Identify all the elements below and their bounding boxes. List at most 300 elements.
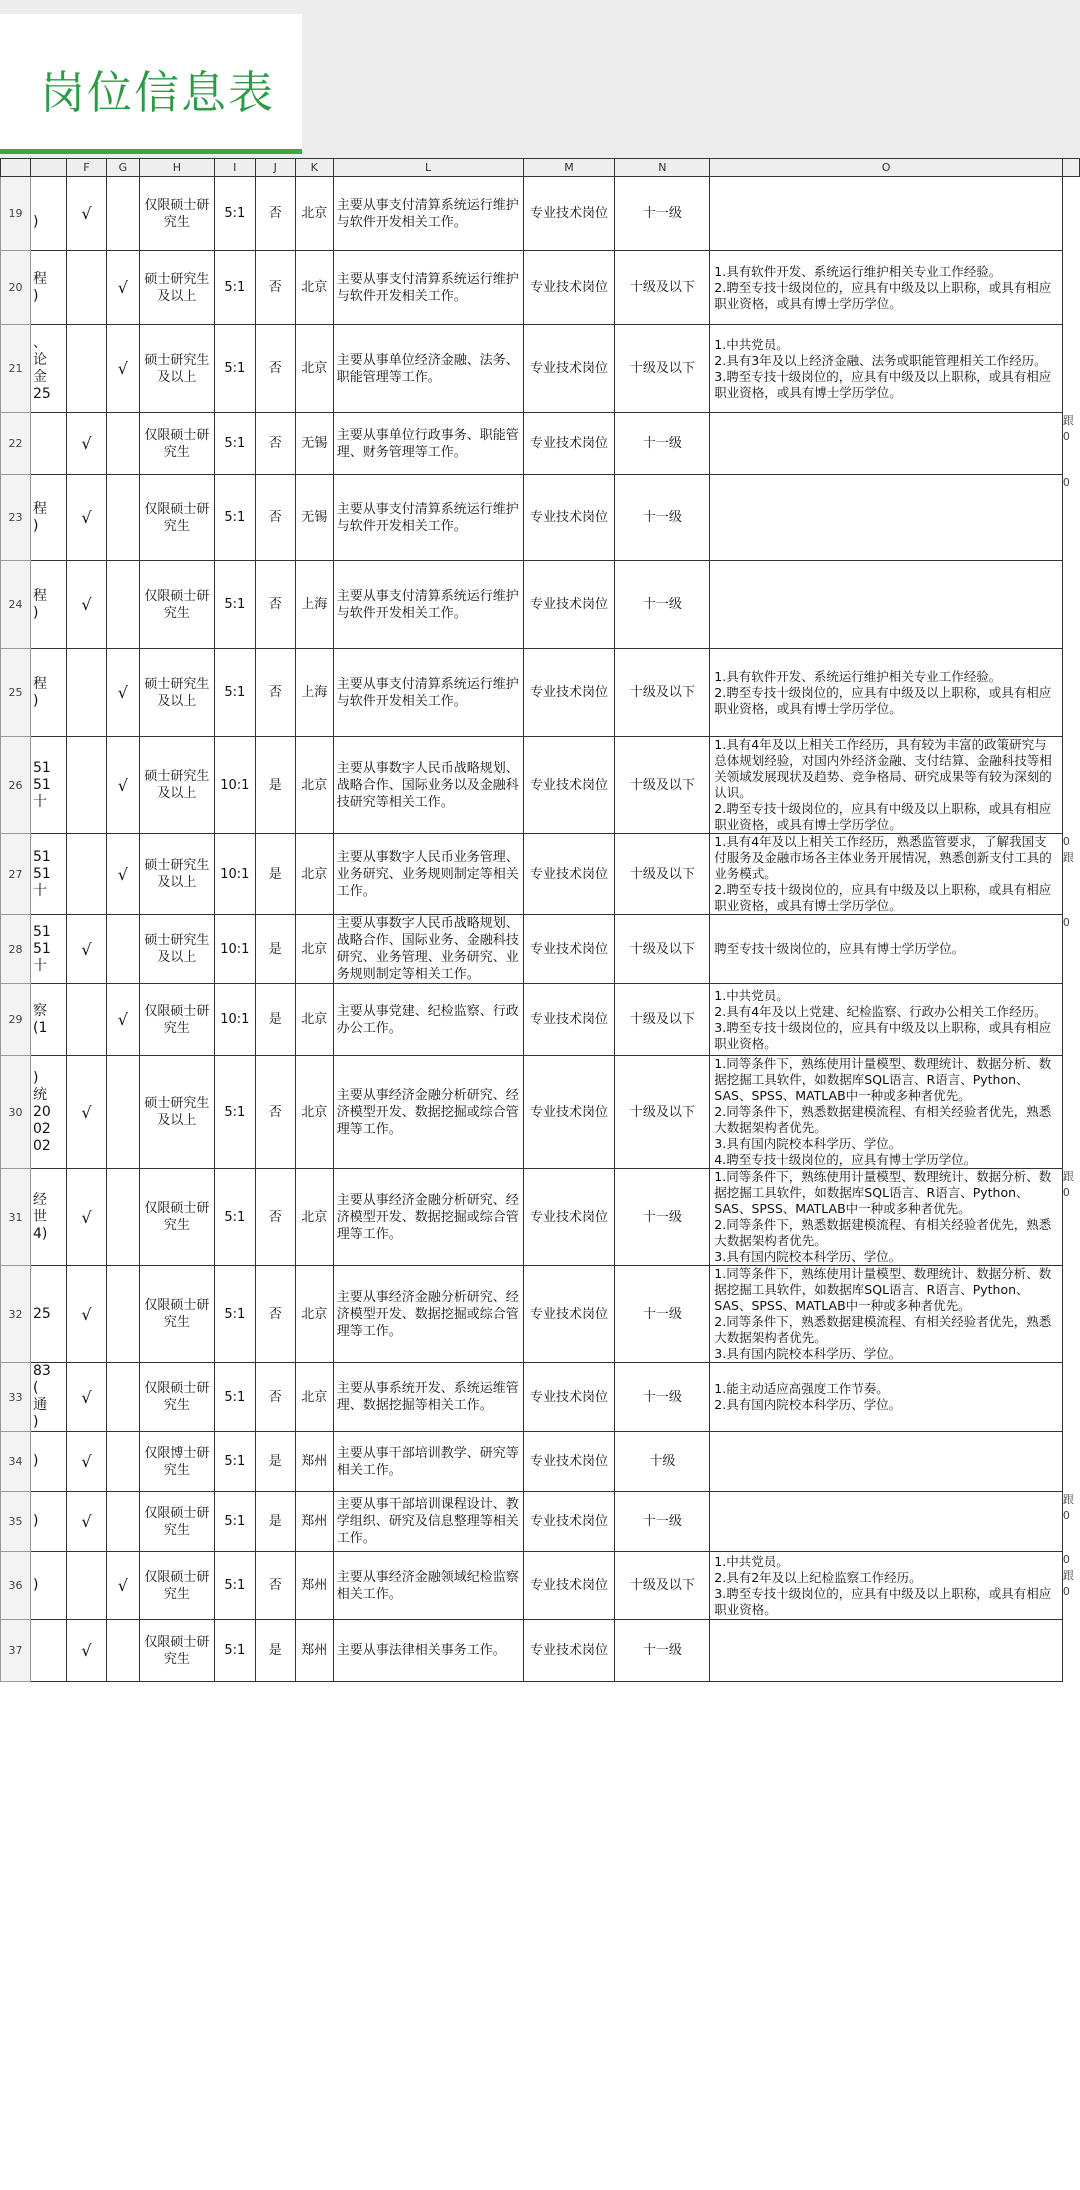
cell-level[interactable]: 十级及以下	[615, 915, 710, 984]
cell-requirements[interactable]	[710, 1266, 1063, 1363]
row-number[interactable]: 21	[1, 325, 31, 413]
cell-city[interactable]: 郑州	[295, 1432, 333, 1492]
cell-g-check[interactable]	[106, 1432, 139, 1492]
cell-duty[interactable]: 主要从事支付清算系统运行维护与软件开发相关工作。	[333, 475, 523, 561]
row-number[interactable]: 31	[1, 1169, 31, 1266]
cell-level[interactable]: 十级及以下	[615, 251, 710, 325]
cell-level[interactable]: 十一级	[615, 561, 710, 649]
cell-partial[interactable]: 51 51 十	[30, 737, 66, 834]
cell-level[interactable]: 十一级	[615, 177, 710, 251]
cell-flag[interactable]: 否	[255, 561, 295, 649]
cell-type[interactable]: 专业技术岗位	[523, 1552, 615, 1620]
cell-f-check[interactable]: √	[66, 1056, 106, 1169]
cell-type[interactable]: 专业技术岗位	[523, 1492, 615, 1552]
row-number[interactable]: 36	[1, 1552, 31, 1620]
cell-g-check[interactable]	[106, 1169, 139, 1266]
cell-g-check[interactable]: √	[106, 325, 139, 413]
cell-next-column	[1062, 325, 1079, 413]
cell-requirements[interactable]	[710, 475, 1063, 561]
cell-ratio[interactable]: 5:1	[214, 1620, 255, 1682]
cell-ratio[interactable]: 5:1	[214, 251, 255, 325]
cell-duty[interactable]: 主要从事数字人民币战略规划、战略合作、国际业务、金融科技研究、业务管理、业务研究、业务规则制定等相关工作。	[333, 915, 523, 984]
cell-type[interactable]: 专业技术岗位	[523, 1363, 615, 1432]
cell-type[interactable]: 专业技术岗位	[523, 177, 615, 251]
cell-g-check[interactable]	[106, 1056, 139, 1169]
requirement-line: 3.具有国内院校本科学历、学位。	[714, 1249, 902, 1264]
requirement-line: 4.聘至专技十级岗位的，应具有博士学历学位。	[714, 1152, 977, 1167]
row-number[interactable]: 25	[1, 649, 31, 737]
cell-level[interactable]: 十级及以下	[615, 325, 710, 413]
requirement-line: 1.中共党员。	[714, 1553, 789, 1569]
cell-type[interactable]: 专业技术岗位	[523, 915, 615, 984]
cell-requirements[interactable]	[710, 413, 1063, 475]
column-header-f[interactable]: F	[66, 159, 106, 177]
cell-requirements[interactable]	[710, 649, 1063, 737]
cell-city[interactable]: 北京	[295, 1056, 333, 1169]
cell-degree[interactable]: 硕士研究生及以上	[139, 915, 214, 984]
cell-flag[interactable]: 否	[255, 1266, 295, 1363]
requirement-line: 3.聘至专技十级岗位的，应具有中级及以上职称，或具有相应职业资格。	[714, 1019, 1052, 1051]
requirement-line: 1.能主动适应高强度工作节奏。	[714, 1381, 889, 1396]
page-title: 岗位信息表	[40, 66, 276, 119]
table-row	[1, 1432, 1080, 1492]
requirement-line: 2.聘至专技十级岗位的，应具有中级及以上职称，或具有相应职业资格，或具有博士学历学位。	[714, 684, 1052, 716]
cell-level[interactable]: 十级	[615, 1432, 710, 1492]
requirement-line: 2.同等条件下，熟悉数据建模流程、有相关经验者优先，熟悉大数据架构者优先。	[714, 1217, 1052, 1248]
table-row	[1, 915, 1080, 984]
cell-g-check[interactable]	[106, 1266, 139, 1363]
cell-degree[interactable]: 仅限硕士研究生	[139, 475, 214, 561]
cell-type[interactable]: 专业技术岗位	[523, 1432, 615, 1492]
requirement-line: 2.具有4年及以上党建、纪检监察、行政办公相关工作经历。	[714, 1003, 1047, 1019]
cell-duty[interactable]: 主要从事经济金融分析研究、经济模型开发、数据挖掘或综合管理等工作。	[333, 1056, 523, 1169]
row-number[interactable]: 32	[1, 1266, 31, 1363]
cell-city[interactable]: 北京	[295, 177, 333, 251]
cell-f-check[interactable]	[66, 737, 106, 834]
requirement-line: 2.聘至专技十级岗位的，应具有中级及以上职称，或具有相应职业资格，或具有博士学历学位。	[714, 279, 1052, 311]
cell-city[interactable]: 郑州	[295, 1620, 333, 1682]
cell-degree[interactable]: 硕士研究生及以上	[139, 834, 214, 915]
cell-next-column	[1062, 1620, 1079, 1682]
cell-requirements[interactable]	[710, 1056, 1063, 1169]
cell-type[interactable]: 专业技术岗位	[523, 649, 615, 737]
table-row	[1, 325, 1080, 413]
row-number[interactable]: 29	[1, 984, 31, 1056]
cell-level[interactable]: 十一级	[615, 1492, 710, 1552]
cell-ratio[interactable]: 5:1	[214, 1363, 255, 1432]
cell-f-check[interactable]: √	[66, 1620, 106, 1682]
requirement-line: 3.具有国内院校本科学历、学位。	[714, 1136, 902, 1151]
cell-f-check[interactable]: √	[66, 1492, 106, 1552]
cell-next-column	[1062, 251, 1079, 325]
cell-type[interactable]: 专业技术岗位	[523, 834, 615, 915]
cell-ratio[interactable]: 5:1	[214, 1266, 255, 1363]
cell-f-check[interactable]: √	[66, 915, 106, 984]
table-row	[1, 1363, 1080, 1432]
cell-ratio[interactable]: 5:1	[214, 649, 255, 737]
row-number[interactable]: 22	[1, 413, 31, 475]
cell-next-column: 跟 0	[1062, 413, 1079, 475]
cell-f-check[interactable]	[66, 984, 106, 1056]
row-number[interactable]: 20	[1, 251, 31, 325]
requirement-line: 2.聘至专技十级岗位的，应具有中级及以上职称，或具有相应职业资格，或具有博士学历学位。	[714, 801, 1052, 832]
cell-g-check[interactable]: √	[106, 737, 139, 834]
row-number[interactable]: 30	[1, 1056, 31, 1169]
cell-city[interactable]: 北京	[295, 834, 333, 915]
cell-duty[interactable]: 主要从事支付清算系统运行维护与软件开发相关工作。	[333, 649, 523, 737]
cell-flag[interactable]: 否	[255, 1552, 295, 1620]
cell-f-check[interactable]: √	[66, 413, 106, 475]
row-number[interactable]: 26	[1, 737, 31, 834]
cell-requirements[interactable]	[710, 1363, 1063, 1432]
table-row	[1, 1492, 1080, 1552]
row-number[interactable]: 28	[1, 915, 31, 984]
cell-g-check[interactable]: √	[106, 251, 139, 325]
cell-type[interactable]: 专业技术岗位	[523, 1620, 615, 1682]
requirement-line: 2.具有国内院校本科学历、学位。	[714, 1397, 902, 1412]
cell-flag[interactable]: 否	[255, 1169, 295, 1266]
cell-requirements[interactable]	[710, 1492, 1063, 1552]
cell-degree[interactable]: 仅限硕士研究生	[139, 561, 214, 649]
cell-requirements[interactable]	[710, 251, 1063, 325]
cell-partial[interactable]: )	[30, 177, 66, 251]
cell-flag[interactable]: 否	[255, 325, 295, 413]
cell-duty[interactable]: 主要从事数字人民币战略规划、战略合作、国际业务以及金融科技研究等相关工作。	[333, 737, 523, 834]
cell-requirements[interactable]	[710, 915, 1063, 984]
cell-partial[interactable]	[30, 1620, 66, 1682]
cell-degree[interactable]: 仅限博士研究生	[139, 1432, 214, 1492]
sheet-header-band	[0, 0, 1080, 158]
cell-degree[interactable]: 仅限硕士研究生	[139, 1169, 214, 1266]
cell-duty[interactable]: 主要从事单位行政事务、职能管理、财务管理等工作。	[333, 413, 523, 475]
cell-type[interactable]: 专业技术岗位	[523, 1169, 615, 1266]
cell-next-column	[1062, 561, 1079, 649]
cell-g-check[interactable]	[106, 561, 139, 649]
cell-next-column: 0 跟	[1062, 834, 1079, 915]
cell-flag[interactable]: 是	[255, 1432, 295, 1492]
cell-ratio[interactable]: 10:1	[214, 984, 255, 1056]
cell-f-check[interactable]	[66, 251, 106, 325]
cell-level[interactable]: 十级及以下	[615, 984, 710, 1056]
cell-flag[interactable]: 是	[255, 737, 295, 834]
cell-duty[interactable]: 主要从事数字人民币业务管理、业务研究、业务规则制定等相关工作。	[333, 834, 523, 915]
title-tab[interactable]	[0, 14, 302, 154]
table-row	[1, 1056, 1080, 1169]
cell-partial[interactable]: )	[30, 1432, 66, 1492]
requirement-line: 2.聘至专技十级岗位的，应具有中级及以上职称，或具有相应职业资格，或具有博士学历学位。	[714, 882, 1052, 913]
row-number[interactable]: 24	[1, 561, 31, 649]
cell-g-check[interactable]	[106, 475, 139, 561]
cell-flag[interactable]: 否	[255, 1056, 295, 1169]
cell-f-check[interactable]	[66, 1552, 106, 1620]
column-header-next[interactable]	[1062, 159, 1079, 177]
cell-type[interactable]: 专业技术岗位	[523, 737, 615, 834]
cell-flag[interactable]: 是	[255, 1492, 295, 1552]
cell-ratio[interactable]: 5:1	[214, 561, 255, 649]
cell-requirements[interactable]	[710, 1620, 1063, 1682]
cell-flag[interactable]: 是	[255, 984, 295, 1056]
cell-flag[interactable]: 否	[255, 475, 295, 561]
cell-degree[interactable]: 硕士研究生及以上	[139, 325, 214, 413]
cell-ratio[interactable]: 10:1	[214, 915, 255, 984]
column-header-l[interactable]: L	[333, 159, 523, 177]
cell-type[interactable]: 专业技术岗位	[523, 1056, 615, 1169]
position-table	[0, 158, 1080, 1682]
cell-city[interactable]: 上海	[295, 649, 333, 737]
cell-duty[interactable]: 主要从事单位经济金融、法务、职能管理等工作。	[333, 325, 523, 413]
corner-cell	[1, 159, 31, 177]
cell-level[interactable]: 十一级	[615, 1266, 710, 1363]
cell-ratio[interactable]: 5:1	[214, 1169, 255, 1266]
cell-flag[interactable]: 否	[255, 177, 295, 251]
cell-partial[interactable]: )	[30, 1492, 66, 1552]
cell-level[interactable]: 十级及以下	[615, 649, 710, 737]
cell-city[interactable]: 北京	[295, 1169, 333, 1266]
column-header-g[interactable]: G	[106, 159, 139, 177]
cell-requirements[interactable]	[710, 177, 1063, 251]
cell-requirements[interactable]	[710, 325, 1063, 413]
cell-g-check[interactable]	[106, 1620, 139, 1682]
table-row	[1, 649, 1080, 737]
column-header-o[interactable]: O	[710, 159, 1063, 177]
cell-level[interactable]: 十一级	[615, 475, 710, 561]
cell-degree[interactable]: 仅限硕士研究生	[139, 984, 214, 1056]
cell-flag[interactable]: 否	[255, 251, 295, 325]
cell-partial[interactable]: 51 51 十	[30, 834, 66, 915]
cell-partial[interactable]: 经 世 4)	[30, 1169, 66, 1266]
cell-duty[interactable]: 主要从事干部培训课程设计、教学组织、研究及信息整理等相关工作。	[333, 1492, 523, 1552]
cell-partial[interactable]: 51 51 十	[30, 915, 66, 984]
cell-duty[interactable]: 主要从事支付清算系统运行维护与软件开发相关工作。	[333, 561, 523, 649]
cell-requirements[interactable]	[710, 1169, 1063, 1266]
cell-requirements[interactable]	[710, 561, 1063, 649]
cell-level[interactable]: 十一级	[615, 1620, 710, 1682]
cell-ratio[interactable]: 10:1	[214, 834, 255, 915]
cell-g-check[interactable]: √	[106, 834, 139, 915]
requirement-line: 聘至专技十级岗位的，应具有博士学历学位。	[714, 941, 965, 956]
column-header-i[interactable]: I	[214, 159, 255, 177]
cell-ratio[interactable]: 5:1	[214, 1056, 255, 1169]
cell-next-column	[1062, 1432, 1079, 1492]
row-number[interactable]: 35	[1, 1492, 31, 1552]
cell-requirements[interactable]	[710, 1432, 1063, 1492]
cell-partial[interactable]: 25	[30, 1266, 66, 1363]
cell-g-check[interactable]: √	[106, 984, 139, 1056]
cell-level[interactable]: 十级及以下	[615, 1552, 710, 1620]
cell-ratio[interactable]: 5:1	[214, 325, 255, 413]
cell-city[interactable]: 北京	[295, 1266, 333, 1363]
cell-duty[interactable]: 主要从事系统开发、系统运维管理、数据挖掘等相关工作。	[333, 1363, 523, 1432]
cell-partial[interactable]: 程 )	[30, 475, 66, 561]
cell-city[interactable]: 北京	[295, 251, 333, 325]
cell-g-check[interactable]	[106, 1363, 139, 1432]
cell-partial[interactable]	[30, 413, 66, 475]
table-row	[1, 1620, 1080, 1682]
requirement-line: 1.中共党员。	[714, 987, 789, 1003]
cell-flag[interactable]: 否	[255, 413, 295, 475]
cell-f-check[interactable]	[66, 834, 106, 915]
cell-next-column	[1062, 649, 1079, 737]
cell-level[interactable]: 十级及以下	[615, 1056, 710, 1169]
cell-level[interactable]: 十一级	[615, 1169, 710, 1266]
cell-level[interactable]: 十级及以下	[615, 737, 710, 834]
table-row	[1, 737, 1080, 834]
cell-degree[interactable]: 仅限硕士研究生	[139, 1363, 214, 1432]
row-number[interactable]: 19	[1, 177, 31, 251]
table-row	[1, 413, 1080, 475]
cell-type[interactable]: 专业技术岗位	[523, 251, 615, 325]
cell-duty[interactable]: 主要从事支付清算系统运行维护与软件开发相关工作。	[333, 177, 523, 251]
cell-degree[interactable]: 仅限硕士研究生	[139, 177, 214, 251]
cell-requirements[interactable]	[710, 737, 1063, 834]
table-row	[1, 475, 1080, 561]
cell-f-check[interactable]: √	[66, 475, 106, 561]
cell-ratio[interactable]: 10:1	[214, 737, 255, 834]
cell-partial[interactable]: 察 (1	[30, 984, 66, 1056]
cell-degree[interactable]: 硕士研究生及以上	[139, 1056, 214, 1169]
cell-flag[interactable]: 否	[255, 649, 295, 737]
cell-f-check[interactable]: √	[66, 1363, 106, 1432]
cell-duty[interactable]: 主要从事党建、纪检监察、行政办公工作。	[333, 984, 523, 1056]
cell-city[interactable]: 北京	[295, 915, 333, 984]
cell-degree[interactable]: 硕士研究生及以上	[139, 649, 214, 737]
cell-degree[interactable]: 仅限硕士研究生	[139, 413, 214, 475]
cell-duty[interactable]: 主要从事法律相关事务工作。	[333, 1620, 523, 1682]
cell-city[interactable]: 郑州	[295, 1492, 333, 1552]
requirement-line: 1.具有4年及以上相关工作经历，具有较为丰富的政策研究与总体规划经验，对国内外经济金融、支付结算、金融科技等相关领域发展现状及趋势、竞争格局、研究成果等有较为深刻的认识。	[714, 737, 1052, 800]
cell-degree[interactable]: 仅限硕士研究生	[139, 1266, 214, 1363]
cell-partial[interactable]: 83 ( 通 )	[30, 1363, 66, 1432]
cell-next-column: 0	[1062, 475, 1079, 561]
requirement-line: 2.同等条件下，熟悉数据建模流程、有相关经验者优先，熟悉大数据架构者优先。	[714, 1314, 1052, 1345]
cell-requirements[interactable]	[710, 1552, 1063, 1620]
column-header-partial[interactable]	[30, 159, 66, 177]
cell-f-check[interactable]: √	[66, 1266, 106, 1363]
row-number[interactable]: 27	[1, 834, 31, 915]
requirement-line: 1.具有4年及以上相关工作经历，熟悉监管要求，了解我国支付服务及金融市场各主体业务开展情况，熟悉创新支付工具的业务模式。	[714, 834, 1052, 881]
cell-partial[interactable]: )	[30, 1552, 66, 1620]
cell-degree[interactable]: 硕士研究生及以上	[139, 251, 214, 325]
cell-f-check[interactable]: √	[66, 177, 106, 251]
cell-degree[interactable]: 仅限硕士研究生	[139, 1492, 214, 1552]
cell-type[interactable]: 专业技术岗位	[523, 475, 615, 561]
cell-partial[interactable]: 程 )	[30, 251, 66, 325]
cell-duty[interactable]: 主要从事支付清算系统运行维护与软件开发相关工作。	[333, 251, 523, 325]
table-row	[1, 251, 1080, 325]
cell-f-check[interactable]: √	[66, 1432, 106, 1492]
cell-g-check[interactable]: √	[106, 649, 139, 737]
cell-requirements[interactable]	[710, 834, 1063, 915]
column-header-n[interactable]: N	[615, 159, 710, 177]
cell-degree[interactable]: 仅限硕士研究生	[139, 1552, 214, 1620]
column-header-k[interactable]: K	[295, 159, 333, 177]
cell-type[interactable]: 专业技术岗位	[523, 984, 615, 1056]
cell-level[interactable]: 十一级	[615, 413, 710, 475]
cell-city[interactable]: 郑州	[295, 1552, 333, 1620]
cell-type[interactable]: 专业技术岗位	[523, 413, 615, 475]
cell-g-check[interactable]	[106, 1492, 139, 1552]
cell-duty[interactable]: 主要从事干部培训教学、研究等相关工作。	[333, 1432, 523, 1492]
cell-city[interactable]: 无锡	[295, 413, 333, 475]
cell-next-column: 跟 0	[1062, 1492, 1079, 1552]
cell-city[interactable]: 无锡	[295, 475, 333, 561]
cell-f-check[interactable]	[66, 325, 106, 413]
cell-partial[interactable]: ) 统 20 02 02	[30, 1056, 66, 1169]
cell-ratio[interactable]: 5:1	[214, 177, 255, 251]
cell-city[interactable]: 北京	[295, 1363, 333, 1432]
cell-flag[interactable]: 否	[255, 1363, 295, 1432]
cell-f-check[interactable]: √	[66, 1169, 106, 1266]
cell-flag[interactable]: 是	[255, 915, 295, 984]
cell-partial[interactable]: 程 )	[30, 561, 66, 649]
cell-city[interactable]: 北京	[295, 325, 333, 413]
cell-duty[interactable]: 主要从事经济金融领域纪检监察相关工作。	[333, 1552, 523, 1620]
row-number[interactable]: 33	[1, 1363, 31, 1432]
cell-ratio[interactable]: 5:1	[214, 413, 255, 475]
cell-city[interactable]: 北京	[295, 984, 333, 1056]
cell-duty[interactable]: 主要从事经济金融分析研究、经济模型开发、数据挖掘或综合管理等工作。	[333, 1169, 523, 1266]
cell-level[interactable]: 十一级	[615, 1363, 710, 1432]
cell-degree[interactable]: 硕士研究生及以上	[139, 737, 214, 834]
cell-next-column: 0 跟 0	[1062, 1552, 1079, 1620]
cell-flag[interactable]: 是	[255, 834, 295, 915]
cell-level[interactable]: 十级及以下	[615, 834, 710, 915]
cell-next-column	[1062, 1266, 1079, 1363]
row-number[interactable]: 34	[1, 1432, 31, 1492]
column-header-j[interactable]: J	[255, 159, 295, 177]
cell-type[interactable]: 专业技术岗位	[523, 561, 615, 649]
cell-duty[interactable]: 主要从事经济金融分析研究、经济模型开发、数据挖掘或综合管理等工作。	[333, 1266, 523, 1363]
cell-degree[interactable]: 仅限硕士研究生	[139, 1620, 214, 1682]
row-number[interactable]: 23	[1, 475, 31, 561]
requirement-line: 1.同等条件下，熟练使用计量模型、数理统计、数据分析、数据挖掘工具软件，如数据库SQL语言、R语言、Python、SAS、SPSS、MATLAB中一种或多种者优先。	[714, 1169, 1052, 1216]
column-header-h[interactable]: H	[139, 159, 214, 177]
row-number[interactable]: 37	[1, 1620, 31, 1682]
cell-g-check[interactable]	[106, 413, 139, 475]
requirement-line: 2.具有3年及以上经济金融、法务或职能管理相关工作经历。	[714, 352, 1047, 368]
cell-ratio[interactable]: 5:1	[214, 1432, 255, 1492]
requirement-line: 2.同等条件下，熟悉数据建模流程、有相关经验者优先，熟悉大数据架构者优先。	[714, 1104, 1052, 1135]
requirement-line: 1.具有软件开发、系统运行维护相关专业工作经验。	[714, 668, 1002, 684]
table-row	[1, 984, 1080, 1056]
cell-city[interactable]: 上海	[295, 561, 333, 649]
cell-type[interactable]: 专业技术岗位	[523, 1266, 615, 1363]
requirement-line: 1.中共党员。	[714, 336, 789, 352]
requirement-line: 1.具有软件开发、系统运行维护相关专业工作经验。	[714, 263, 1002, 279]
cell-requirements[interactable]	[710, 984, 1063, 1056]
cell-f-check[interactable]: √	[66, 561, 106, 649]
cell-partial[interactable]: 、 论 金 25	[30, 325, 66, 413]
cell-partial[interactable]: 程 )	[30, 649, 66, 737]
requirement-line: 1.同等条件下，熟练使用计量模型、数理统计、数据分析、数据挖掘工具软件，如数据库SQL语言、R语言、Python、SAS、SPSS、MATLAB中一种或多种者优先。	[714, 1056, 1052, 1103]
cell-ratio[interactable]: 5:1	[214, 1492, 255, 1552]
requirement-line: 3.聘至专技十级岗位的，应具有中级及以上职称，或具有相应职业资格，或具有博士学历学位。	[714, 368, 1052, 400]
cell-type[interactable]: 专业技术岗位	[523, 325, 615, 413]
table-row	[1, 177, 1080, 251]
cell-f-check[interactable]	[66, 649, 106, 737]
cell-city[interactable]: 北京	[295, 737, 333, 834]
cell-next-column	[1062, 1363, 1079, 1432]
cell-g-check[interactable]	[106, 915, 139, 984]
spreadsheet	[0, 158, 1080, 1682]
cell-ratio[interactable]: 5:1	[214, 1552, 255, 1620]
cell-flag[interactable]: 是	[255, 1620, 295, 1682]
cell-g-check[interactable]	[106, 177, 139, 251]
cell-ratio[interactable]: 5:1	[214, 475, 255, 561]
column-header-row	[1, 159, 1080, 177]
cell-g-check[interactable]: √	[106, 1552, 139, 1620]
column-header-m[interactable]: M	[523, 159, 615, 177]
